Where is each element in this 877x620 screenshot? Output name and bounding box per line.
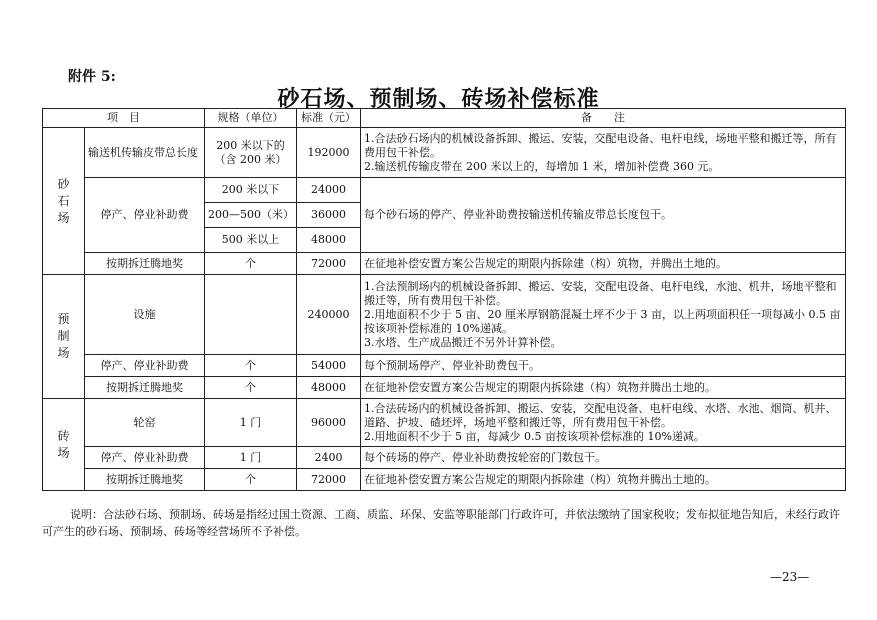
standard-cell: 36000 bbox=[297, 203, 361, 228]
note-cell: 每个预制场停产、停业补助费包干。 bbox=[361, 355, 846, 377]
note-cell: 1.合法砖场内的机械设备拆卸、搬运、安装，交配电设备、电杆电线、水塔、水池、烟筒、机井、道路、护坡、碴坯坪，场地平整和搬迁等，所有费用包干补偿。 2.用地面积不少于 5 亩，每减少 0.5 亩按该项补偿标准的 10%递减。 bbox=[361, 399, 846, 447]
document-title: 砂石场、预制场、砖场补偿标准 bbox=[277, 86, 600, 112]
standard-cell: 48000 bbox=[297, 377, 361, 399]
spec-cell: 500 米以上 bbox=[205, 228, 297, 253]
item-cell: 输送机传输皮带总长度 bbox=[85, 128, 205, 178]
note-cell: 在征地补偿安置方案公告规定的期限内拆除建（构）筑物并腾出土地的。 bbox=[361, 469, 846, 491]
standard-cell: 240000 bbox=[297, 275, 361, 355]
spec-cell: 个 bbox=[205, 253, 297, 275]
item-cell: 按期拆迁腾地奖 bbox=[85, 469, 205, 491]
item-cell: 按期拆迁腾地奖 bbox=[85, 377, 205, 399]
item-cell: 设施 bbox=[85, 275, 205, 355]
note-cell: 在征地补偿安置方案公告规定的期限内拆除建（构）筑物，并腾出土地的。 bbox=[361, 253, 846, 275]
table-row bbox=[43, 275, 846, 355]
spec-cell: 1 门 bbox=[205, 399, 297, 447]
standard-cell: 2400 bbox=[297, 447, 361, 469]
item-cell: 停产、停业补助费 bbox=[85, 355, 205, 377]
header-note: 备 注 bbox=[361, 109, 846, 128]
standard-cell: 54000 bbox=[297, 355, 361, 377]
spec-cell: 1 门 bbox=[205, 447, 297, 469]
header-spec: 规格（单位） bbox=[205, 109, 297, 128]
table-row bbox=[43, 355, 846, 377]
spec-cell: 个 bbox=[205, 469, 297, 491]
table-row bbox=[43, 399, 846, 447]
standard-cell: 192000 bbox=[297, 128, 361, 178]
standard-cell: 72000 bbox=[297, 253, 361, 275]
table-row bbox=[43, 178, 846, 203]
category-precast: 预 制 场 bbox=[43, 275, 85, 399]
note-cell: 在征地补偿安置方案公告规定的期限内拆除建（构）筑物并腾出土地的。 bbox=[361, 377, 846, 399]
compensation-table bbox=[42, 108, 846, 491]
table-row bbox=[43, 377, 846, 399]
category-sand: 砂 石 场 bbox=[43, 128, 85, 275]
header-standard: 标准（元） bbox=[297, 109, 361, 128]
item-cell: 停产、停业补助费 bbox=[85, 447, 205, 469]
spec-cell: 200 米以下的（含 200 米） bbox=[205, 128, 297, 178]
spec-cell: 个 bbox=[205, 377, 297, 399]
item-cell: 停产、停业补助费 bbox=[85, 178, 205, 253]
table-row bbox=[43, 253, 846, 275]
explanatory-remark: 说明：合法砂石场、预制场、砖场是指经过国土资源、工商、质监、环保、安监等职能部门行政许可，并依法缴纳了国家税收；发布拟征地告知后，未经行政许可产生的砂石场、预制场、砖场等经营场所不予补偿。 bbox=[42, 508, 840, 538]
standard-cell: 72000 bbox=[297, 469, 361, 491]
note-cell: 每个砖场的停产、停业补助费按轮窑的门数包干。 bbox=[361, 447, 846, 469]
item-cell: 轮窑 bbox=[85, 399, 205, 447]
standard-cell: 48000 bbox=[297, 228, 361, 253]
header-item: 项 目 bbox=[43, 109, 205, 128]
standard-cell: 96000 bbox=[297, 399, 361, 447]
note-cell: 每个砂石场的停产、停业补助费按输送机传输皮带总长度包干。 bbox=[361, 178, 846, 253]
standard-cell: 24000 bbox=[297, 178, 361, 203]
table-row bbox=[43, 447, 846, 469]
spec-cell: 200—500（米） bbox=[205, 203, 297, 228]
note-cell: 1.合法砂石场内的机械设备拆卸、搬运、安装，交配电设备、电杆电线，场地平整和搬迁等，所有费用包干补偿。 2.输送机传输皮带在 200 米以上的，每增加 1 米，增加补偿费 360 元。 bbox=[361, 128, 846, 178]
spec-cell bbox=[205, 275, 297, 355]
attachment-label: 附件 5: bbox=[68, 69, 116, 85]
note-cell: 1.合法预制场内的机械设备拆卸、搬运、安装，交配电设备、电杆电线，水池、机井，场地平整和搬迁等，所有费用包干补偿。 2.用地面积不少于 5 亩、20 厘米厚钢筋混凝土坪不少于 3 亩，以上两项面积任一项每减小 0.5 亩按该项补偿标准的 10%递减。 3.水塔、生产成品搬迁不另外计算补偿。 bbox=[361, 275, 846, 355]
category-brick: 砖 场 bbox=[43, 399, 85, 491]
page-number: —23— bbox=[770, 570, 810, 584]
spec-cell: 200 米以下 bbox=[205, 178, 297, 203]
table-header-row bbox=[43, 109, 846, 128]
item-cell: 按期拆迁腾地奖 bbox=[85, 253, 205, 275]
spec-cell: 个 bbox=[205, 355, 297, 377]
table-row bbox=[43, 128, 846, 178]
table-row bbox=[43, 469, 846, 491]
